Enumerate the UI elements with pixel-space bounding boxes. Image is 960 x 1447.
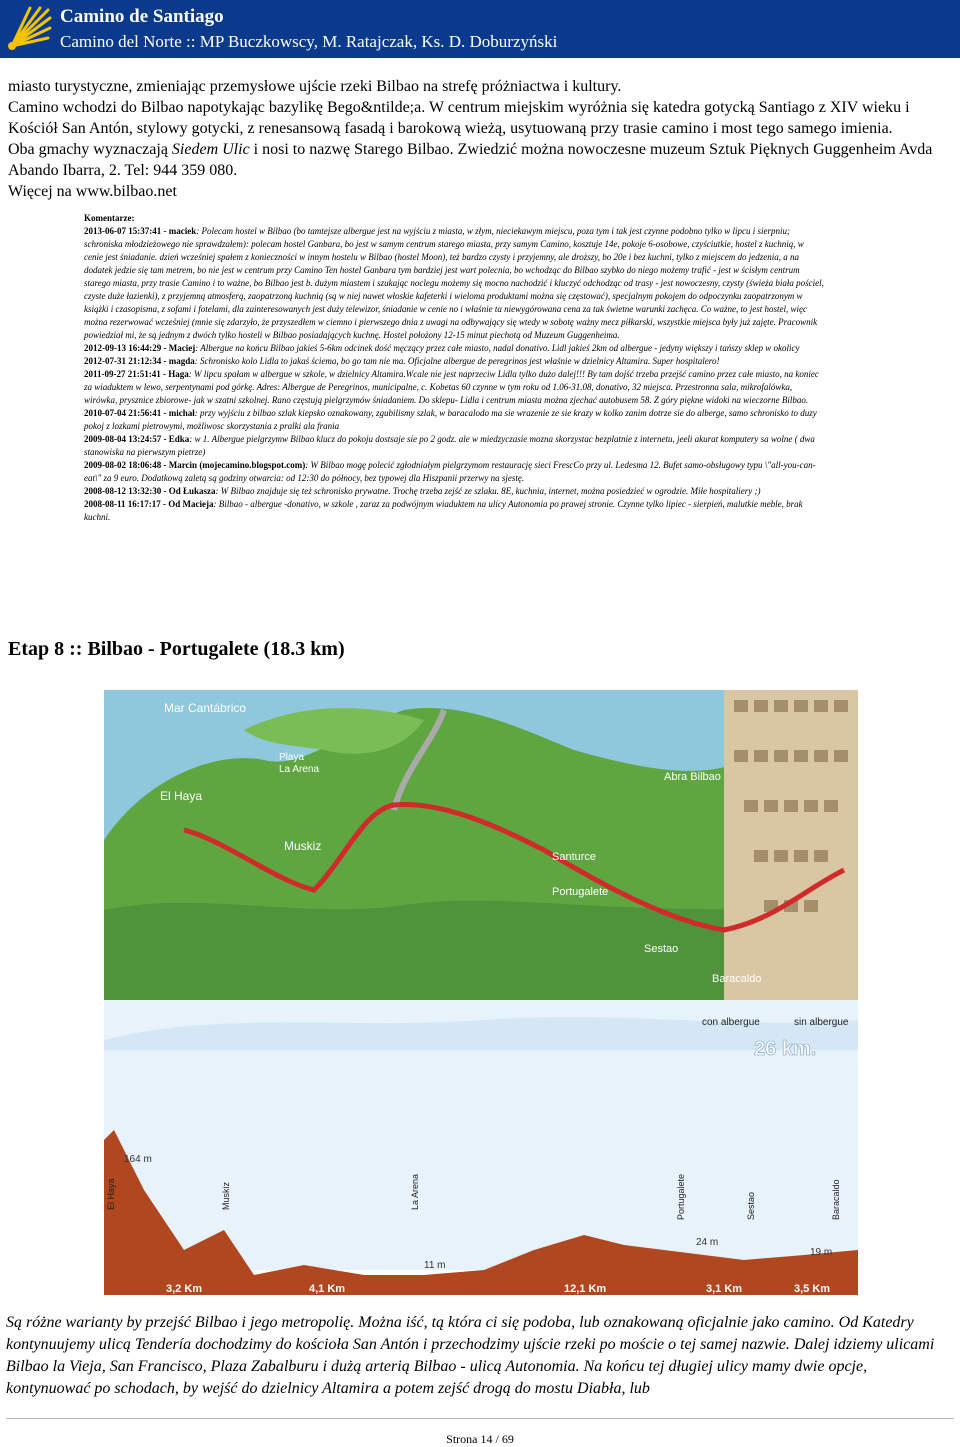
- comment-meta: 2011-09-27 21:51:41 - Haga: [84, 369, 189, 379]
- intro-line-3: [8, 139, 953, 181]
- elevation-24: 24 m: [696, 1237, 719, 1248]
- comment-item: [84, 342, 824, 355]
- comment-meta: 2013-06-07 15:37:41 - maciek: [84, 226, 197, 236]
- intro-line-2: Camino wchodzi do Bilbao napotykając bazylikę Bego&ntilde;a. W centrum miejskim wyróżnia się katedra gotycką Santiago z XIV wieku i Kościół San Antón, stylowy gotycki, z renesansową fasadą i barokową wieżą, usytuowaną przy trasie camino i most tego samego imienia.: [8, 99, 910, 137]
- comment-meta: 2010-07-04 21:56:41 - michał: [84, 408, 195, 418]
- map-label-muskiz: Muskiz: [284, 839, 322, 853]
- scallop-shell-icon: [4, 4, 54, 54]
- map-label-portugalete: Portugalete: [552, 886, 609, 898]
- comment-list: [84, 225, 824, 524]
- comment-text: : W Bilbao mogę polecić zgłodniałym pielgrzymom restaurację sieci FrescCo przy ul. Ledesma 12. Bufet samo-obsługowy typu \"all-you-can-eat\" za 9 euro. Dodatkową zaletą są godziny otwarcia: od 12:30 do północy, bez typowej dla Hiszpanii przerwy na sjestę.: [84, 460, 816, 483]
- profile-place-portugalete: Portugalete: [676, 1173, 686, 1220]
- comment-item: [84, 485, 824, 498]
- profile-place-muskiz: Muskiz: [221, 1181, 231, 1210]
- profile-place-baracaldo: Baracaldo: [831, 1179, 841, 1220]
- map-label-sestao: Sestao: [644, 943, 679, 955]
- comment-item: [84, 355, 824, 368]
- comment-item: [84, 459, 824, 485]
- comment-meta: 2008-08-12 13:32:30 - Od Łukasza: [84, 486, 216, 496]
- map-label-santurce: Santurce: [552, 851, 597, 863]
- intro-text: [8, 76, 953, 202]
- map-label-playa: Playa: [279, 752, 305, 763]
- distance-label: 26 km.: [754, 1038, 817, 1060]
- comment-meta: 2012-09-13 16:44:29 - Maciej: [84, 343, 196, 353]
- comment-meta: 2009-08-02 18:06:48 - Marcin (mojecamino.blogspot.com): [84, 460, 306, 470]
- elevation-19: 19 m: [810, 1247, 833, 1258]
- comment-item: [84, 498, 824, 524]
- segment-5: 3,5 Km: [794, 1283, 831, 1295]
- comment-item: [84, 368, 824, 407]
- comment-item: [84, 225, 824, 342]
- segment-4: 3,1 Km: [706, 1283, 743, 1295]
- route-map: [104, 690, 858, 1295]
- comment-text: : W lipcu spałam w albergue w szkole, w dzielnicy Altamira.Wcale nie jest naprzeciw Lidla tylko dużo dalej!!! By tam dojść trzeba przejść camino przez całe miasto, na koniec za wiaduktem w lewo, serpentynami pod górkę. Adres: Albergue de Peregrinos, municipalne, c. Kobetas 60 czynne w tym roku od 1.06-31.08, donativo, 32 miejsca. Przestronna sala, mikrofalówka, wirówka, prysznice zbiorowe- jak w szatni szkolnej. Rano częstują pielgrzymów śniadaniem. Do sklepu- Lidla i centrum miasta można zjechać autobusem 58. Z góry piękne widoki na wieczorne Bilbao.: [84, 369, 819, 405]
- comment-text: : w 1. Albergue pielgrzymw Bilbao klucz do pokoju dostsaje sie po 2 godz. ale w miedzyczasie mozna skorzystac bezplatnie z internetu, jeeli akurat komputery sa wolne ( dwa stanowiska na pierwszym pietrze): [84, 434, 815, 457]
- segment-2: 4,1 Km: [309, 1283, 346, 1295]
- profile-place-laarena: La Arena: [410, 1173, 420, 1210]
- segment-3: 12,1 Km: [564, 1283, 607, 1295]
- comment-meta: 2012-07-31 21:12:34 - magda: [84, 356, 195, 366]
- comment-item: [84, 433, 824, 459]
- intro-line-1: miasto turystyczne, zmieniając przemysłowe ujście rzeki Bilbao na strefę próżniactwa i kultury.: [8, 78, 622, 95]
- footer-divider: [6, 1418, 954, 1419]
- comment-text: : Schronisko kolo Lidla to jakaś ściema, bo go tam nie ma. Oficjalne albergue de peregrinos jest właśnie w dzielnicy Altamira. Super hospitalero!: [194, 356, 720, 366]
- header-subtitle: Camino del Norte :: MP Buczkowscy, M. Ratajczak, Ks. D. Doburzyński: [60, 32, 558, 51]
- page-header: [0, 0, 960, 58]
- comment-text: : Albergue na końcu Bilbao jakieś 5-6km odcinek dość męczący przez całe miasto, nadal donativo. Lidl jakieś 2km od albergue - jedyny większy i tańszy sklep w okolicy: [195, 343, 800, 353]
- siedem-ulic: Siedem Ulic: [171, 141, 250, 158]
- page-number: Strona 14 / 69: [446, 1432, 514, 1446]
- elevation-164: 164 m: [124, 1154, 152, 1165]
- comment-meta: 2009-08-04 13:24:57 - Edka: [84, 434, 190, 444]
- comment-text: : Bilbao - albergue -donativo, w szkole , zaraz za podwójnym wiaduktem na ulicy Autonomia po prawej stronie. Czynne tylko lipiec - sierpień, malutkie meble, brak kuchni.: [84, 499, 803, 522]
- intro-line-3-start: Oba gmachy wyznaczają: [8, 141, 168, 158]
- map-label-mar: Mar Cantábrico: [164, 701, 247, 715]
- segment-1: 3,2 Km: [166, 1283, 203, 1295]
- comments-heading: Komentarze:: [84, 213, 135, 223]
- comment-text: : Polecam hostel w Bilbao (bo tamtejsze albergue jest na wyjściu z miasta, w złym, nieciekawym miejscu, poza tym i tak jest czynne podobno tylko w lipcu i sierpniu; schroniska młodzieżowego nie sprawdzałem): polecam hostel Ganbara, bo jest w samym centrum starego miasta, przy samym Camino, kosztuje 14e, pokoje 6-osobowe, czyściutkie, hostel z kuchnią, w cenie jest śniadanie. dzień wcześniej spałem z konieczności w innym hostelu w Bilbao (hostel Moon), też bardzo czysty i przyjemny, ale droższy, bo 20e i bez kuchni, tylko z miejscem do jedzenia, a na dodatek jedzie się tam metrem, bo nie jest w centrum przy Camino Ten hostel Ganbara tym bardziej jest wart polecnia, bo wchodząc do Bilbao szybko do niego możemy trafić - jest w ścisłym centrum starego miasta, przy trasie Camino i to ważne, bo Bilbao jest b. dużym miastem i szukając noclegu możemy się mocno nachodzić i kluczyć odchodząc od trasy - jest nowoczesny, czysty (świeża biała pościel, czyste duże łazienki), z przyjemną atmosferą, zaopatrzoną kuchnią (są w niej nawet włoskie kafeterki i wieloma produktami można się częstować), specjalnym pokojem do odpoczynku zaopatrzonym w książki i czasopisma, z sofami i fotelami, dla zainteresowanych jest duży telewizor, śniadanie w cenie no i właśnie ta niewygórowana cena za tak świetne warunki zachęca. Co ważne, to jest hostel, więc można rezerwować wcześniej (mnie się zdarzyło, że przyszedłem w ciemno i pierwszego dnia z uwagi na odbywający się wtedy w sobotę ważny mecz piłkarski, wszystkie miejsca były już zajęte. Pracownik powiedział mi, że są jednym z dwóch tylko hosteli w Bilbao posiadających kuchnę. Hostel położony 12-15 minut piechotą od Muzeum Guggenheima.: [84, 226, 824, 340]
- description-paragraph: Są różne warianty by przejść Bilbao i jego metropolię. Można iść, tą która ci się podoba, lub oznakowaną oficjalnie jako camino. Od Katedry kontynuujemy ulicą Tendería dochodzimy do kościoła San Antón i przechodzimy ujście rzeki po moście o tej samej nazwie. Dalej idziemy ulicami Bilbao la Vieja, San Francisco, Plaza Zabalburu i dużą arterią Bilbao - ulicą Autonomia. Na końcu tej długiej ulicy mamy dwie opcje, kontynuować po schodach, by wejść do dzielnicy Altamira a potem zejść drogą do mostu Diabła, lub: [6, 1314, 935, 1397]
- comments-section: [84, 212, 824, 524]
- comment-item: [84, 407, 824, 433]
- comment-text: : przy wyjściu z bilbao szlak kiepsko oznakowany, zgubilismy szlak, w baracalodo ma sie wrazenie ze sie krazy w kolko zanim dotrze sie do alberge, samo schronisko to duzy pokoj z lozkami pietrowymi, możliwosc skorzystania z pralki ala frania: [84, 408, 817, 431]
- intro-more-link-text: Więcej na www.bilbao.net: [8, 183, 177, 200]
- comment-meta: 2008-08-11 16:17:17 - Od Macieja: [84, 499, 214, 509]
- elevation-11: 11 m: [424, 1260, 446, 1271]
- comment-text: : W Bilbao znajduje się też schronisko prywatne. Trochę trzeba zejść ze szlaku. 8E, kuchnia, internet, można posiedzieć w ogrodzie. Miłe hospitaliery ;): [215, 486, 761, 496]
- profile-place-elhaya: El Haya: [106, 1178, 116, 1210]
- header-title: Camino de Santiago: [60, 6, 224, 27]
- legend-con-albergue: con albergue: [702, 1017, 760, 1028]
- profile-place-sestao: Sestao: [746, 1191, 756, 1220]
- map-label-elhaya: El Haya: [160, 789, 203, 803]
- map-label-abra: Abra Bilbao: [664, 771, 721, 783]
- intro-line-3-end: i nosi to nazwę Starego Bilbao. Zwiedzić można nowoczesne muzeum Sztuk Pięknych Guggenheim Avda Abando Ibarra, 2. Tel: 944 359 080.: [8, 141, 933, 179]
- stage-title: Etap 8 :: Bilbao - Portugalete (18.3 km): [8, 638, 345, 660]
- map-label-playa-2: La Arena: [279, 764, 320, 775]
- map-label-baracaldo: Baracaldo: [712, 973, 762, 985]
- legend-sin-albergue: sin albergue: [794, 1017, 849, 1028]
